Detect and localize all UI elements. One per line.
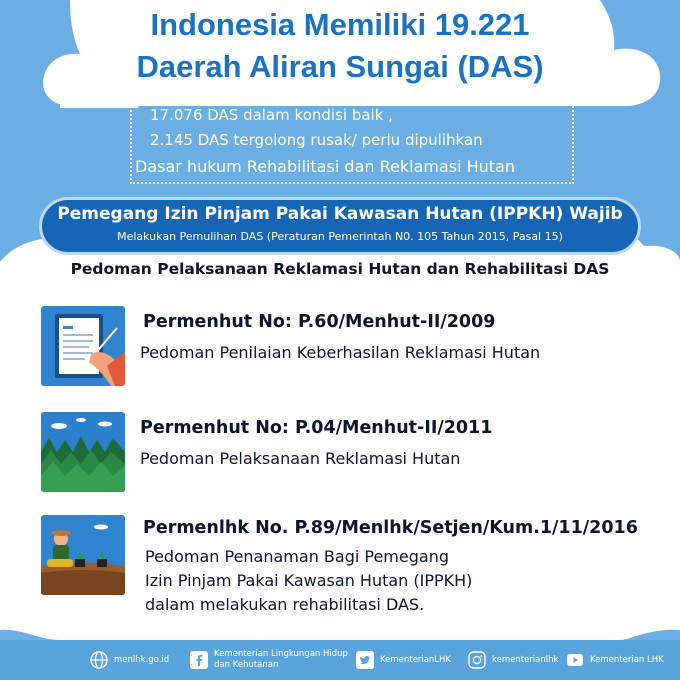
banner-title: Pemegang Izin Pinjam Pakai Kawasan Hutan (IPPKH) Wajib [57, 204, 623, 224]
globe-icon [90, 651, 108, 669]
ippkh-banner [42, 200, 638, 252]
footer-twitter-label: KementerianLHK [380, 654, 451, 665]
footer-twitter[interactable] [356, 640, 451, 680]
regulation-desc-2: Pedoman Pelaksanaan Reklamasi Hutan [140, 449, 461, 468]
footer-youtube-label: Kementerian LHK [590, 654, 664, 665]
instagram-icon [468, 651, 486, 669]
section-heading: Pedoman Pelaksanaan Reklamasi Hutan dan Rehabilitasi DAS [70, 260, 610, 278]
footer-instagram-label: kementerianlhk [492, 654, 559, 665]
youtube-icon [566, 651, 584, 669]
regulation-title-2: Permenhut No: P.04/Menhut-II/2011 [140, 418, 493, 438]
page-title-line1: Indonesia Memiliki 19.221 [150, 7, 530, 42]
footer-bar [0, 640, 680, 680]
banner-subtitle: Melakukan Pemulihan DAS (Peraturan Pemerintah N0. 105 Tahun 2015, Pasal 15) [117, 230, 563, 243]
regulation-desc-3-line2: Izin Pinjam Pakai Kawasan Hutan (IPPKH) [145, 571, 473, 590]
footer-facebook-line1: Kementerian Lingkungan Hidup [214, 649, 348, 659]
summary-line1: 17.076 DAS dalam kondisi baik , [150, 106, 393, 124]
twitter-icon [356, 651, 374, 669]
footer-youtube[interactable] [566, 640, 664, 680]
footer-facebook[interactable] [190, 640, 348, 680]
regulation-desc-3-line3: dalam melakukan rehabilitasi DAS. [145, 595, 425, 614]
planting-person-icon [41, 515, 125, 595]
regulation-title-3: Permenlhk No. P.89/Menlhk/Setjen/Kum.1/11/2016 [143, 518, 638, 538]
footer-website[interactable] [90, 640, 169, 680]
regulation-title-1: Permenhut No: P.60/Menhut-II/2009 [143, 312, 496, 332]
footer-facebook-line2: dan Kehutanan [214, 660, 279, 670]
footer-instagram[interactable] [468, 640, 558, 680]
forest-icon [41, 412, 125, 492]
document-writing-icon [41, 306, 125, 386]
regulation-desc-3-line1: Pedoman Penanaman Bagi Pemegang [145, 547, 449, 566]
page-title-line2: Daerah Aliran Sungai (DAS) [136, 49, 544, 84]
footer-website-label: menlhk.go.id [114, 654, 170, 665]
summary-line2: 2.145 DAS tergolong rusak/ perlu dipulihkan [150, 131, 483, 149]
summary-line3: Dasar hukum Rehabilitasi dan Reklamasi Hutan [135, 157, 516, 176]
regulation-desc-1: Pedoman Penilaian Keberhasilan Reklamasi Hutan [140, 343, 541, 362]
facebook-icon [190, 651, 208, 669]
